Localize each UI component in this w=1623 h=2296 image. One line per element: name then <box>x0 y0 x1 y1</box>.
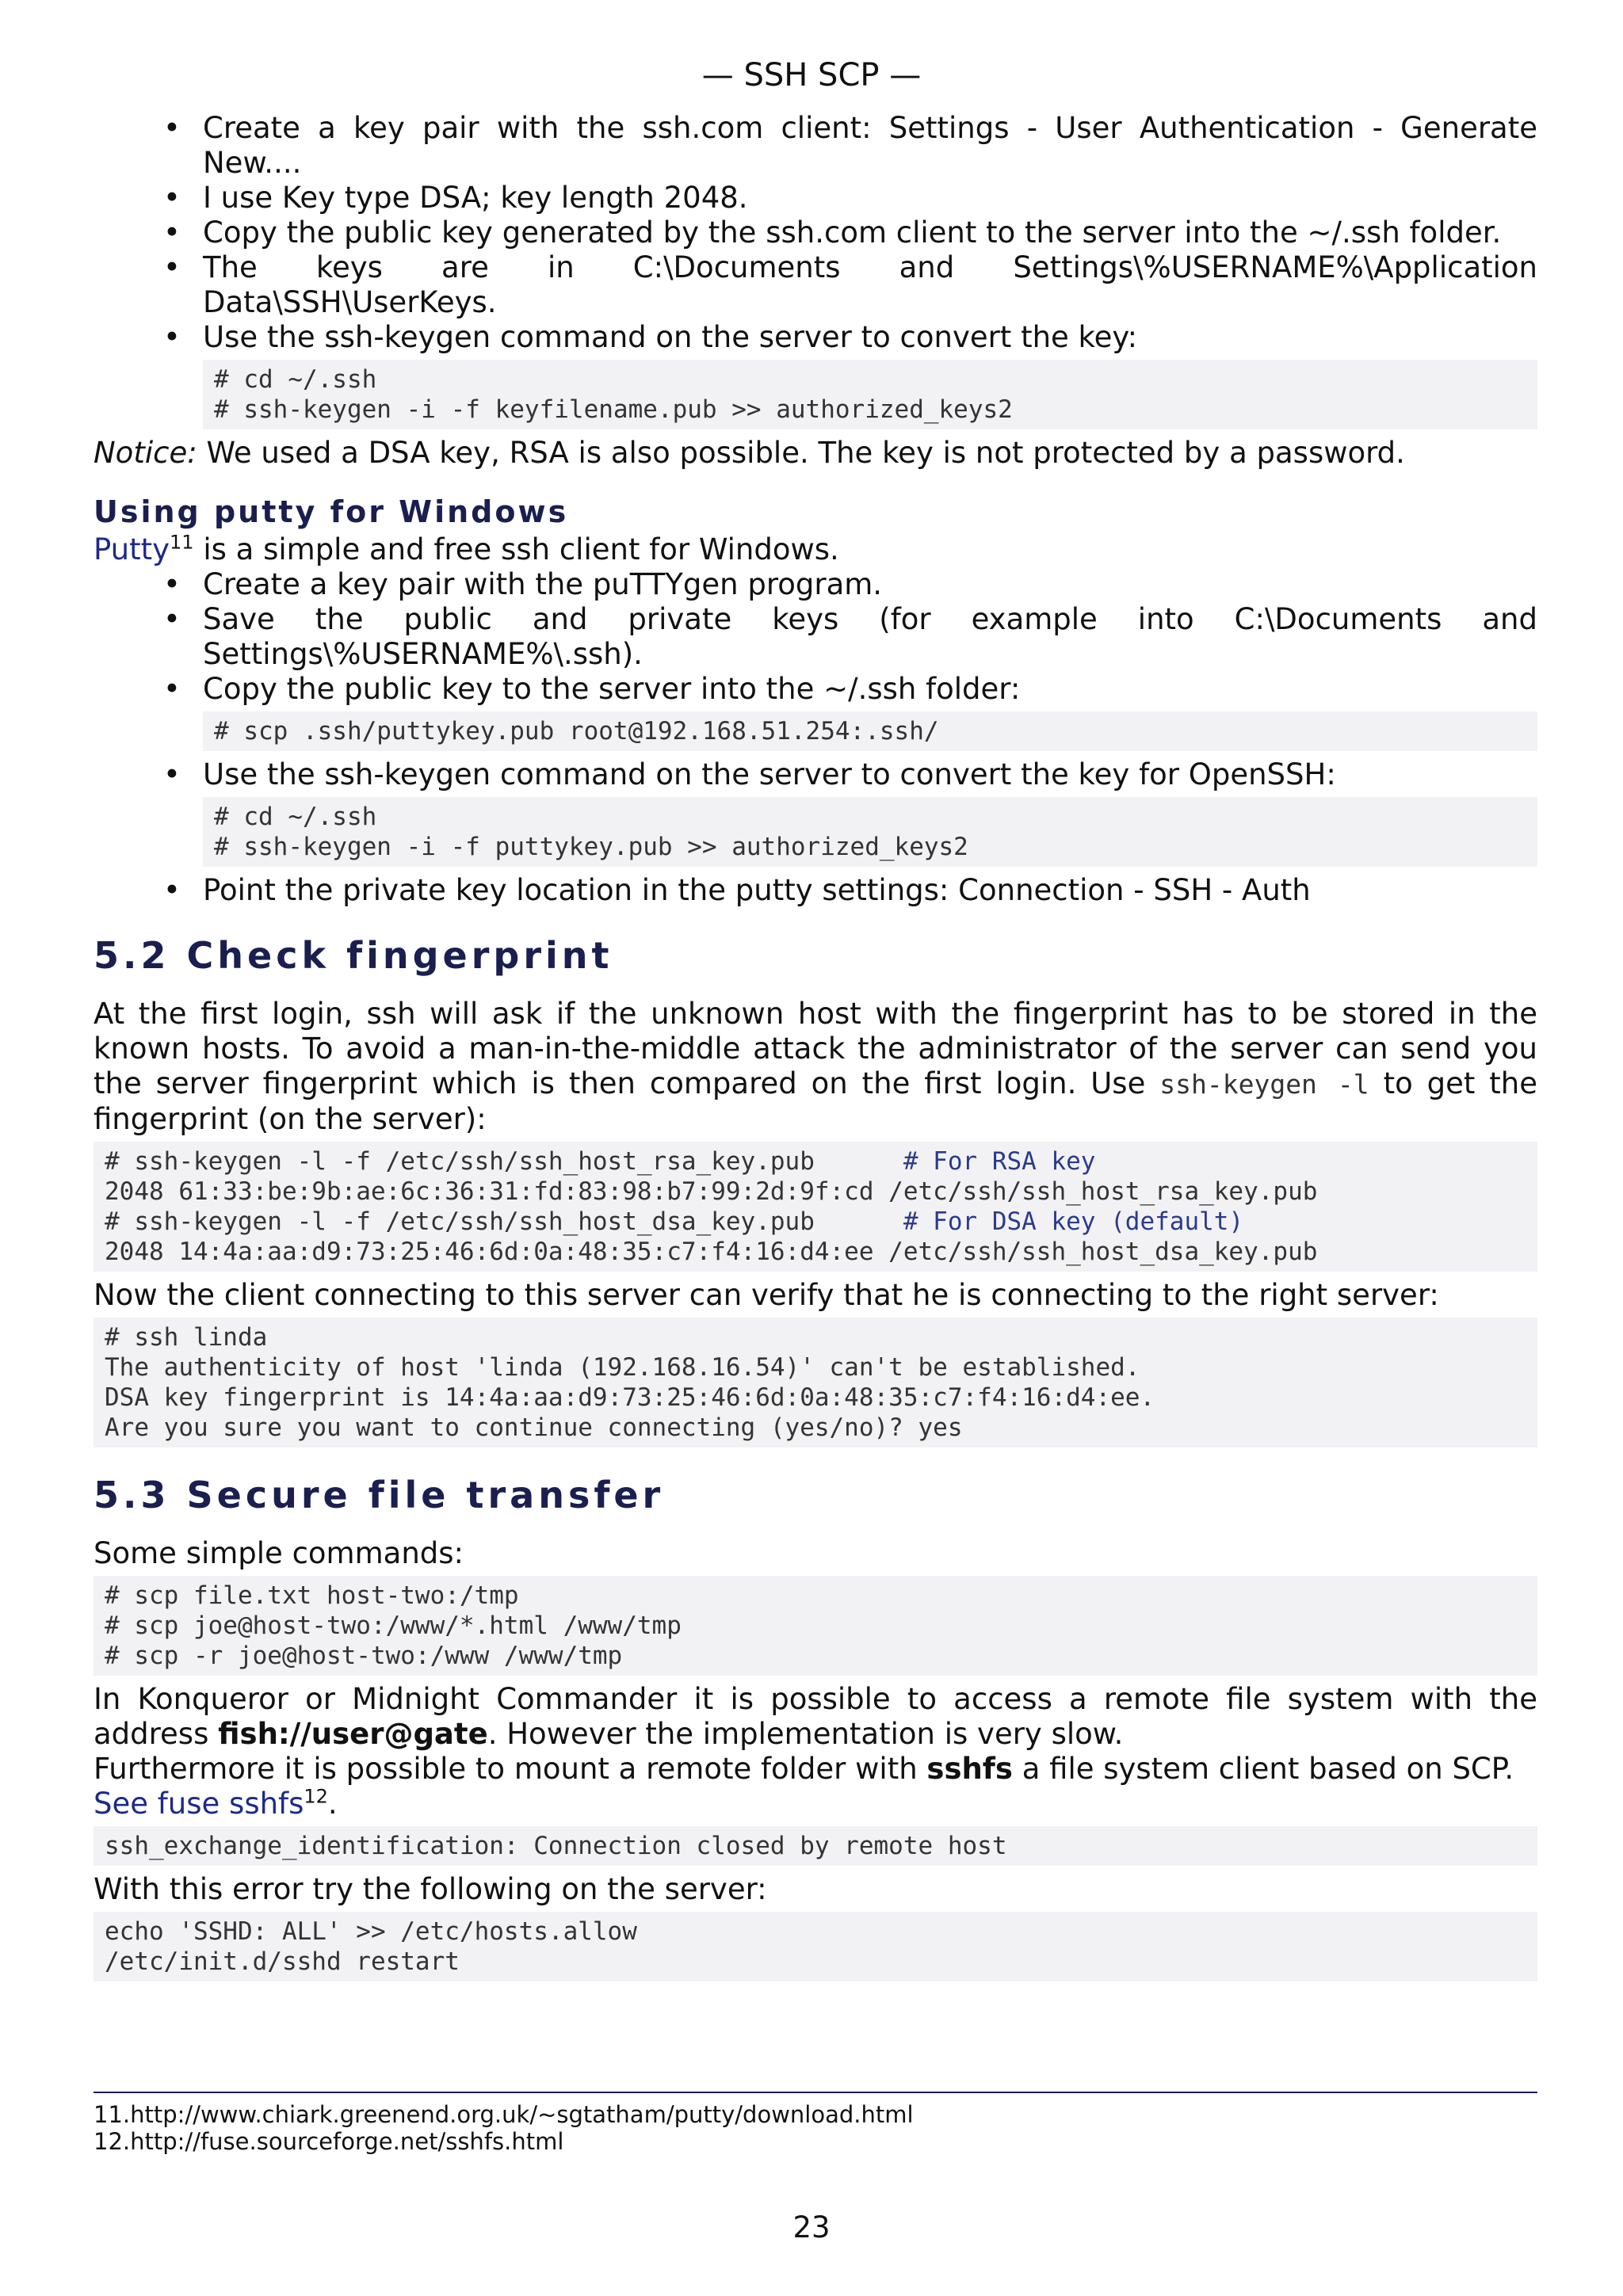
footnote-ref-12[interactable]: 12 <box>304 1785 328 1808</box>
inline-code: ssh-keygen -l <box>1159 1069 1369 1100</box>
putty-link[interactable]: Putty <box>94 532 170 566</box>
section-5-2-title: 5.2 Check fingerprint <box>94 934 613 977</box>
page-number: 23 <box>792 2210 831 2245</box>
putty-steps-cont <box>94 757 1537 792</box>
code-comment: # For DSA key (default) <box>903 1207 1244 1236</box>
code-block-fingerprint <box>94 1142 1537 1272</box>
list-item: • Create a key pair with the puTTYgen program. <box>203 567 1537 602</box>
code-block-ssh-linda: # ssh linda The authenticity of host 'linda (192.168.16.54)' can't be established. DSA key fingerprint is 14:4a:aa:d9:73:25:46:6d:0a:48:35:c7:f4:16:d4:ee. Are you sure you want to continue connecting (yes/no)? yes <box>94 1318 1537 1447</box>
putty-heading: Using putty for Windows <box>94 494 569 529</box>
putty-intro <box>94 532 1537 567</box>
list-item: • Use the ssh-keygen command on the server to convert the key for OpenSSH: <box>203 757 1537 792</box>
fingerprint-text-a: At the first login, ssh will ask if the unknown host with the fingerprint has to be stored in the known hosts. To avoid a man-in-the-middle attack the administrator of the server can send you the server fingerprint which is then compared on the first login. Use <box>94 997 1537 1100</box>
sshfs-text-a: Furthermore it is possible to mount a remote folder with <box>94 1752 927 1786</box>
list-item: • Use the ssh-keygen command on the server to convert the key: <box>203 320 1537 355</box>
code-block-scp-examples: # scp file.txt host-two:/tmp # scp joe@host-two:/www/*.html /www/tmp # scp -r joe@host-two:/www /www/tmp <box>94 1576 1537 1676</box>
konqueror-text-b: . However the implementation is very slow. <box>487 1717 1124 1751</box>
putty-steps-end <box>94 873 1537 908</box>
list-item: • Create a key pair with the ssh.com client: Settings - User Authentication - Generate New.... <box>203 111 1537 181</box>
list-item: • Save the public and private keys (for example into C:\Documents and Settings\%USERNAME%\.ssh). <box>203 602 1537 672</box>
putty-intro-text: is a simple and free ssh client for Windows. <box>193 532 839 566</box>
code-line: # ssh-keygen -l -f /etc/ssh/ssh_host_rsa_key.pub <box>105 1147 903 1176</box>
list-item: • Point the private key location in the putty settings: Connection - SSH - Auth <box>203 873 1537 908</box>
footnote-11: 11.http://www.chiark.greenend.org.uk/~sgtatham/putty/download.html <box>94 2101 914 2128</box>
list-item: • The keys are in C:\Documents and Settings\%USERNAME%\Application Data\SSH\UserKeys. <box>203 250 1537 320</box>
footnote-ref-11[interactable]: 11 <box>170 531 194 554</box>
footnote-12: 12.http://fuse.sourceforge.net/sshfs.html <box>94 2128 564 2155</box>
putty-steps <box>94 567 1537 707</box>
sshfs-bold: sshfs <box>926 1752 1013 1786</box>
fingerprint-text-b: to get the fingerprint (on the server): <box>94 1066 1537 1136</box>
notice-paragraph <box>94 436 1537 471</box>
notice-label: Notice: <box>94 436 197 470</box>
konqueror-text-a: In Konqueror or Midnight Commander it is possible to access a remote file system with the address <box>94 1682 1537 1751</box>
code-line: # ssh-keygen -l -f /etc/ssh/ssh_host_dsa_key.pub <box>105 1207 903 1236</box>
code-line: 2048 61:33:be:9b:ae:6c:36:31:fd:83:98:b7:99:2d:9f:cd /etc/ssh/ssh_host_rsa_key.pub <box>105 1177 1318 1206</box>
list-item: • Copy the public key to the server into the ~/.ssh folder: <box>203 672 1537 707</box>
fish-address: fish://user@gate <box>218 1717 488 1751</box>
period: . <box>327 1787 338 1821</box>
code-comment: # For RSA key <box>903 1147 1096 1176</box>
code-block-putty-convert: # cd ~/.ssh # ssh-keygen -i -f puttykey.pub >> authorized_keys2 <box>203 797 1537 867</box>
fuse-sshfs-link[interactable]: See fuse sshfs <box>94 1787 304 1821</box>
running-header: — SSH SCP — <box>701 57 922 93</box>
verify-paragraph: Now the client connecting to this server can verify that he is connecting to the right server: <box>94 1278 1439 1312</box>
code-line: 2048 14:4a:aa:d9:73:25:46:6d:0a:48:35:c7:f4:16:d4:ee /etc/ssh/ssh_host_dsa_key.pub <box>105 1238 1318 1266</box>
ssh-com-steps <box>94 111 1537 355</box>
simple-commands-intro: Some simple commands: <box>94 1536 464 1570</box>
code-block-scp-key: # scp .ssh/puttykey.pub root@192.168.51.254:.ssh/ <box>203 711 1537 751</box>
list-item: • I use Key type DSA; key length 2048. <box>203 181 1537 215</box>
error-fix-paragraph: With this error try the following on the server: <box>94 1872 767 1906</box>
code-block-error: ssh_exchange_identification: Connection closed by remote host <box>94 1826 1537 1866</box>
section-5-3-title: 5.3 Secure file transfer <box>94 1474 665 1516</box>
page-content <box>94 111 1537 1988</box>
fingerprint-paragraph <box>94 997 1537 1137</box>
code-block-hosts-allow: echo 'SSHD: ALL' >> /etc/hosts.allow /etc/init.d/sshd restart <box>94 1912 1537 1981</box>
code-block-convert-key: # cd ~/.ssh # ssh-keygen -i -f keyfilename.pub >> authorized_keys2 <box>203 360 1537 429</box>
footnotes <box>94 2092 1537 2155</box>
sshfs-text-b: a file system client based on SCP. <box>1012 1752 1514 1786</box>
list-item: • Copy the public key generated by the ssh.com client to the server into the ~/.ssh folder. <box>203 215 1537 250</box>
konqueror-paragraph <box>94 1682 1537 1821</box>
notice-text: We used a DSA key, RSA is also possible. The key is not protected by a password. <box>197 436 1405 470</box>
